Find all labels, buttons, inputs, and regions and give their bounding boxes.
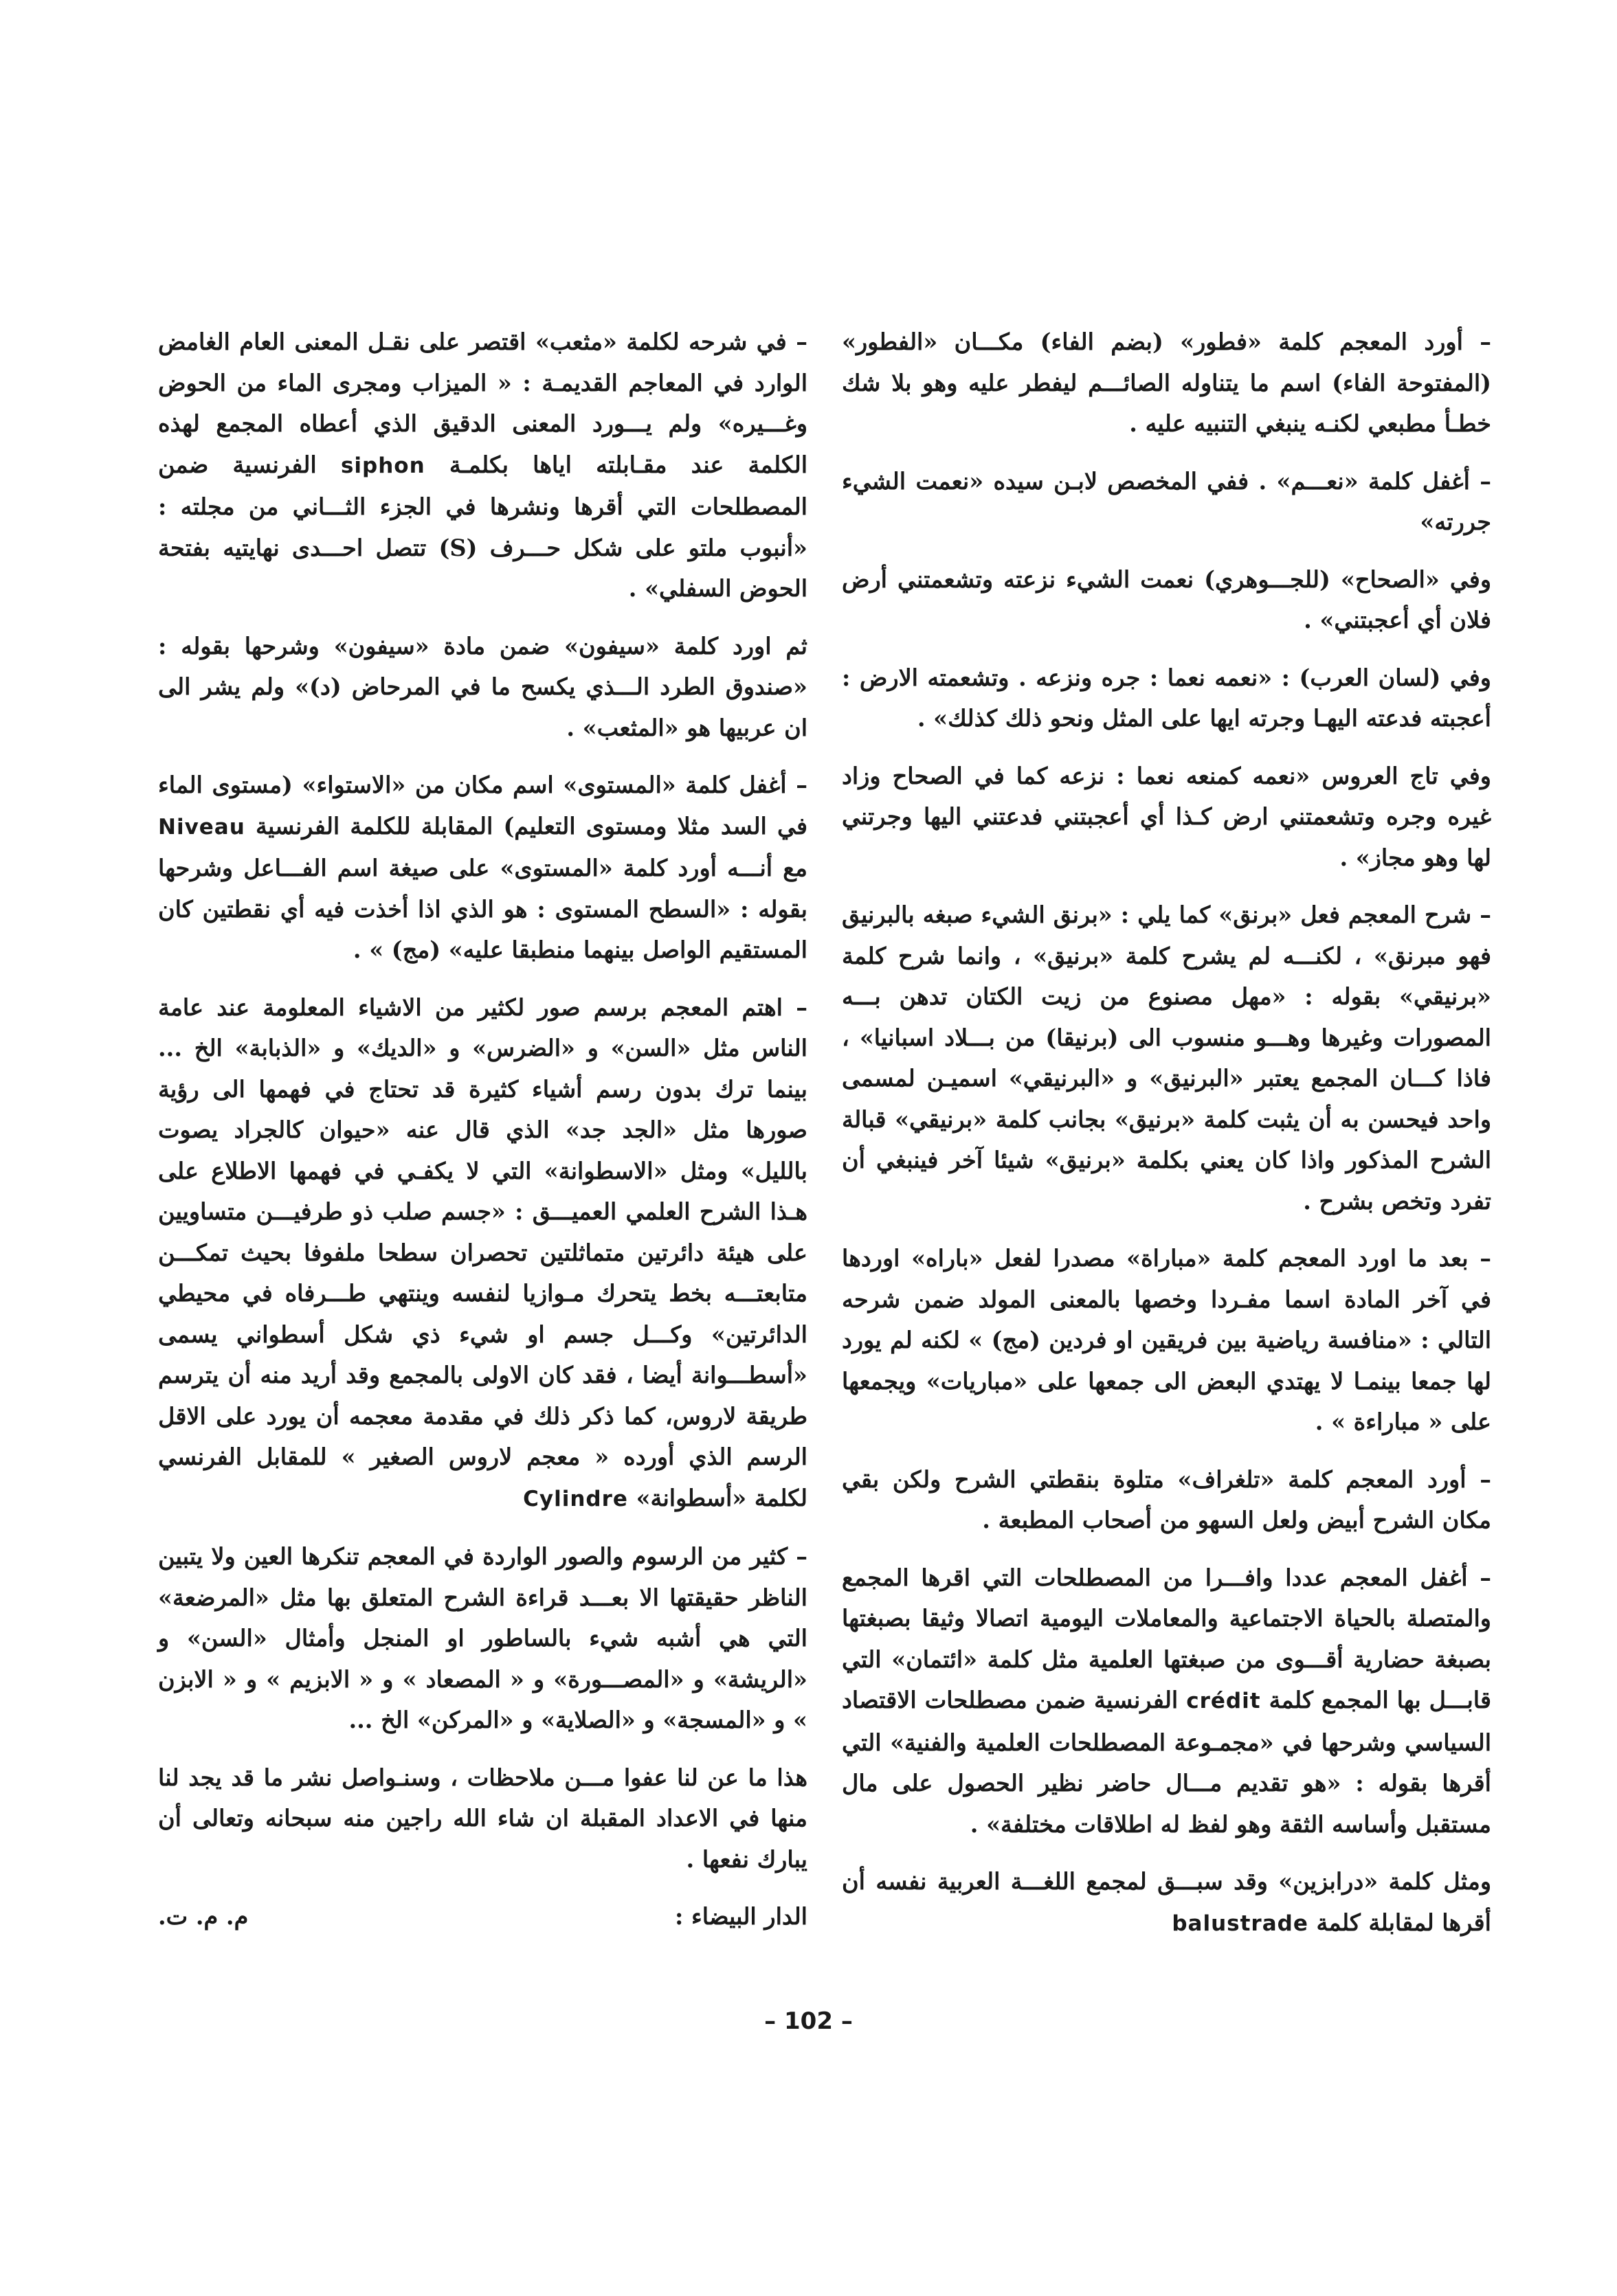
place-name: الدار البيضاء : [674, 1903, 807, 1930]
paragraph: – أورد المعجم كلمة «تلغراف» متلوة بنقطتي الشرح ولكن بقي مكان الشرح أبيض ولعل السهو من أصحاب المطبعة . [842, 1465, 1491, 1533]
author-initials: م. م. ت. [158, 1903, 249, 1930]
paragraph-text: – في شرحه لكلمة «مثعب» اقتصر على نقـل المعنى العام الغامض الوارد في المعاجم القديمـة : « الميزاب ومجرى الماء من الحوض وغـــيره» ولم يـــورد المعنى الدقيق الذي أعطاه المجمع لهذه الكلمة عند مقـابلته اياها بكلمـة [158, 328, 808, 478]
left-column [158, 322, 807, 1937]
paragraph-text: – أغفل كلمة «المستوى» اسم مكان من «الاستواء» (مستوى الماء في السد مثلا ومستوى التعليم) المقابلة للكلمة الفرنسية [158, 772, 807, 840]
latin-term: Niveau [158, 814, 245, 840]
closing-paragraph: هذا ما عن لنا عفوا مـــن ملاحظات ، وسنـواصل نشر ما قد يجد لنا منها في الاعداد المقبلة ان شاء الله راجين منه سبحانه وتعالى أن يبارك نفعها . [158, 1764, 807, 1873]
paragraph [842, 1557, 1491, 1845]
paragraph-text: – اهتم المعجم برسم صور لكثير من الاشياء المعلومة عند عامة الناس مثل «السن» و «الضرس» و «الديك» و «الذبابة» الخ ... بينما ترك بدون رسم أشياء كثيرة قد تحتاج في فهمها الى رؤية صورها مثل «الجد جد» الذي قال عنه «حيوان كالجراد يصوت بالليل» ومثل «الاسطوانة» التي لا يكفـي في فهمها الاطلاع على هـذا الشرح العلمي العميـــق : «جسم صلب ذو طرفيـــن متساويين على هيئة دائرتين متماثلتين تحصران سطحا ملفوفا بحيث تمكـــن متابعتـــه بخط يتحرك مـوازيا لنفسه وينتهي طـــرفاه في محيطي الدائرتين» وكـــل جسم او شيء ذي شكل أسطواني يسمى «أسطـــوانة أيضا ، فقد كان الاولى بالمجمع وقد أريد منه أن يترسم طريقة لاروس، كما ذكر ذلك في مقدمة معجمه أن يورد على الاقل الرسم الذي أورده « معجم لاروس الصغير » للمقابل الفرنسي لكلمة «أسطوانة» [158, 993, 807, 1511]
paragraph: – أغفل كلمة «نعـــم» . ففي المخصص لابـن سيده «نعمت الشيء جررته» [842, 467, 1491, 535]
paragraph: وفي (لسان العرب) : «نعمه نعما : جره ونزعه . وتشعمته الارض : أعجبته فدعته اليهـا وجرته ايها على المثل ونحو ذلك كذلك» . [842, 664, 1491, 732]
paragraph: – بعد ما اورد المعجم كلمة «مباراة» مصدرا لفعل «باراه» اوردها في آخر المادة اسما مفـردا وخصها بالمعنى المولد ضمن شرحه التالي : «منافسة رياضية بين فريقين او فردين (مج) » لكنه لم يورد لها جمعا بينمـا لا يهتدي البعض الى جمعها على «مباريات» ويجمعها على « مباراءة » . [842, 1245, 1491, 1435]
latin-term: crédit [1186, 1689, 1261, 1713]
paragraph-text: الفرنسية ضمن المصطلحات التي أقرها ونشرها في الجزء الثـــاني من مجلته : «أنبوب ملتو على شكل حـــرف (S) تتصل احـــدى نهايتيه بفتحة الحوض السفلي» . [158, 451, 807, 602]
paragraph-text: – أغفل المعجم عددا وافـــرا من المصطلحات التي اقرها المجمع والمتصلة بالحياة الاجتماعية والمعاملات اليومية اتصالا وثيقا بصبغتها بصبغة حضارية أقـــوى من صبغتها العلمية مثل كلمة «ائتمان» التي قابـــل بها المجمع كلمة [842, 1564, 1492, 1713]
latin-term: balustrade [1172, 1911, 1308, 1936]
paragraph-text: الفرنسية ضمن مصطلحات الاقتصاد السياسي وشرحها في «مجمـوعة المصطلحات العلمية والفنية» التي أقرها بقوله : «هو تقديم مـــال حاضر نظير الحصول على مال مستقبل وأساسه الثقة وهو لفظ له اطلاقات مختلفة» . [842, 1687, 1491, 1838]
right-column [842, 322, 1491, 1961]
page-number: – 102 – [764, 2007, 853, 2035]
paragraph: وفي «الصحاح» (للجـــوهري) نعمت الشيء نزعته وتشعمتني أرض فلان أي أعجبتني» . [842, 565, 1491, 633]
paragraph [158, 765, 807, 971]
paragraph [158, 322, 807, 609]
latin-term: Cylindre [523, 1486, 628, 1511]
signature-row [158, 1896, 807, 1937]
latin-term: siphon [340, 453, 425, 478]
paragraph: وفي تاج العروس «نعمه كمنعه نعما : نزعه كما في الصحاح وزاد غيره وجره وتشعمتني ارض كـذا أي أعجبتني فدعتني اليها وجرتني لها وهو مجاز» . [842, 762, 1491, 871]
paragraph [842, 1861, 1491, 1944]
paragraph [158, 987, 807, 1520]
paragraph: – أورد المعجم كلمة «فطور» (بضم الفاء) مكـــان «الفطور» (المفتوحة الفاء) اسم ما يتناوله الصائـــم ليفطر عليه وهو بلا شك خطـأ مطبعي لكنـه ينبغي التنبيه عليه . [842, 328, 1491, 437]
paragraph-text: مع أنـــه أورد كلمة «المستوى» على صيغة اسم الفـــاعل وشرحها بقوله : «السطح المستوى : هو الذي اذا أخذت فيه أي نقطتين كان المستقيم الواصل بينهما منطبقا عليه» (مج) » . [158, 855, 807, 963]
paragraph-text: ومثل كلمة «درابزين» وقد سبـــق لمجمع اللغـــة العربية نفسه أن أقرها لمقابلة كلمة [842, 1868, 1491, 1936]
paragraph: – شرح المعجم فعل «برنق» كما يلي : «برنق الشيء صبغه بالبرنيق فهو مبرنق» ، لكنـــه لم يشرح كلمة «برنيق» ، وانما شرح كلمة «برنيقي» بقوله : «مهل مصنوع من زيت الكتان تدهن بـــه المصورات وغيرها وهـــو منسوب الى (برنيقا) من بـــلاد اسبانيا» ، فاذا كـــان المجمع يعتبر «البرنيق» و «البرنيقي» اسميـن لمسمى واحد فيحسن به أن يثبت كلمة «برنيق» بجانب كلمة «برنيقي» قبالة الشرح المذكور واذا كان يعني بكلمة «برنيق» شيئا آخر فينبغي أن تفرد وتخص بشرح . [842, 901, 1491, 1215]
paragraph: ثم اورد كلمة «سيفون» ضمن مادة «سيفون» وشرحها بقوله : «صندوق الطرد الـــذي يكسح ما في المرحاض (د)» ولم يشر الى ان عربيها هو «المثعب» . [158, 632, 807, 741]
paragraph: – كثير من الرسوم والصور الواردة في المعجم تنكرها العين ولا يتبين الناظر حقيقتها الا بعـــد قراءة الشرح المتعلق بها مثل «المرضعة» التي هي أشبه شيء بالساطور او المنجل وأمثال «السن» و «الريشة» و «المصـــورة» و « المصعاد » و « الابزيم » و « الابزن » و «المسجة» و «الصلاية» و «المركن» الخ ... [158, 1543, 807, 1733]
